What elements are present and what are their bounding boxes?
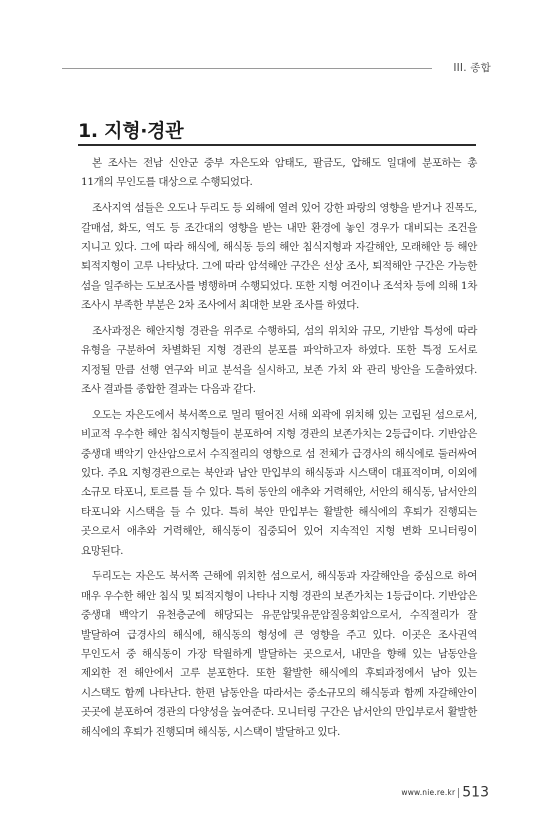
paragraph: 조사과정은 해안지형 경관을 위주로 수행하되, 섬의 위치와 규모, 기반암 특성에 따라 유형을 구분하여 차별화된 지형 경관의 분포를 파악하고자 하였다. 또한 특정 도서로 지정될 만큼 선행 연구와 비교 분석을 실시하고, 보존 가치 와 관리 방안을 도출하였다. 조사 결과를 종합한 결과는 다음과 같다.: [81, 324, 477, 396]
page-number: 513: [462, 784, 489, 801]
paragraph: 오도는 자은도에서 북서쪽으로 멀리 떨어진 서해 외곽에 위치해 있는 고립된 섬으로서, 비교적 우수한 해안 침식지형들이 분포하여 지형 경관의 보존가치는 2등급이다. 기반암은 중생대 백악기 안산암으로서 수직절리의 영향으로 섬 전체가 급경사의 해식에로 둘러싸여 있다. 주요 지형경관으로는 북안과 남안 만입부의 해식동과 시스택이 대표적이며, 이외에 소규모 타포니, 토르를 들 수 있다. 특히 동안의 애추와 거력해안, 서안의 해식동, 남서안의 타포니와 시스택을 들 수 있다. 특히 북안 만입부는 활발한 해식에의 후퇴가 진행되는 곳으로서 애추와 거력해안, 해식동이 집중되어 있어 지속적인 지형 변화 모니터링이 요망된다.: [81, 408, 477, 557]
body-text: [81, 154, 477, 748]
paragraph: 두리도는 자은도 북서쪽 근해에 위치한 섬으로서, 해식동과 자갈해안을 중심으로 하여 매우 우수한 해안 침식 및 퇴적지형이 나타나 지형 경관의 보존가치는 1등급이다. 기반암은 중생대 백악기 유천층군에 해당되는 유문암및유문암질응회암으로서, 수직절리가 잘 발달하여 급경사의 해식에, 해식동의 형성에 큰 영향을 주고 있다. 이곳은 조사권역 무인도서 중 해식동이 가장 탁월하게 발달하는 곳으로서, 내만을 향해 있는 남동안을 제외한 전 해안에서 고루 분포한다. 또한 활발한 해식에의 후퇴과정에서 남아 있는 시스택도 함께 나타난다. 한편 남동안을 따라서는 중소규모의 해식동과 함께 자갈해안이 곳곳에 분포하여 경관의 다양성을 높여준다. 모니터링 구간은 남서안의 만입부로서 활발한 해식에의 후퇴가 진행되며 해식동, 시스택이 발달하고 있다.: [81, 570, 477, 738]
page-title: 1. 지형·경관: [78, 120, 184, 142]
section-label: III. 종합: [453, 62, 491, 74]
footer-separator: [458, 788, 459, 798]
header-rule: [62, 68, 432, 69]
footer-url: www.nie.re.kr: [401, 787, 456, 797]
page-footer: [401, 784, 489, 800]
title-underline: [78, 144, 476, 146]
paragraph: 조사지역 섬들은 오도나 두리도 등 외해에 열려 있어 강한 파랑의 영향을 받거나 진목도, 갈매섬, 화도, 역도 등 조간대의 영향을 받는 내만 환경에 놓인 경우가 대비되는 조건을 지니고 있다. 그에 따라 해식에, 해식동 등의 해안 침식지형과 자갈해안, 모래해안 등 해안 퇴적지형이 고루 나타났다. 그에 따라 암석해안 구간은 선상 조사, 퇴적해안 구간은 가능한 섬을 일주하는 도보조사를 병행하며 수행되었다. 또한 지형 여건이나 조석차 등에 의해 1차 조사시 부족한 부분은 2차 조사에서 최대한 보완 조사를 하였다.: [81, 202, 477, 312]
running-header: [0, 58, 556, 78]
paragraph: 본 조사는 전남 신안군 중부 자은도와 암태도, 팔금도, 압해도 일대에 분포하는 총 11개의 무인도를 대상으로 수행되었다.: [81, 157, 477, 189]
